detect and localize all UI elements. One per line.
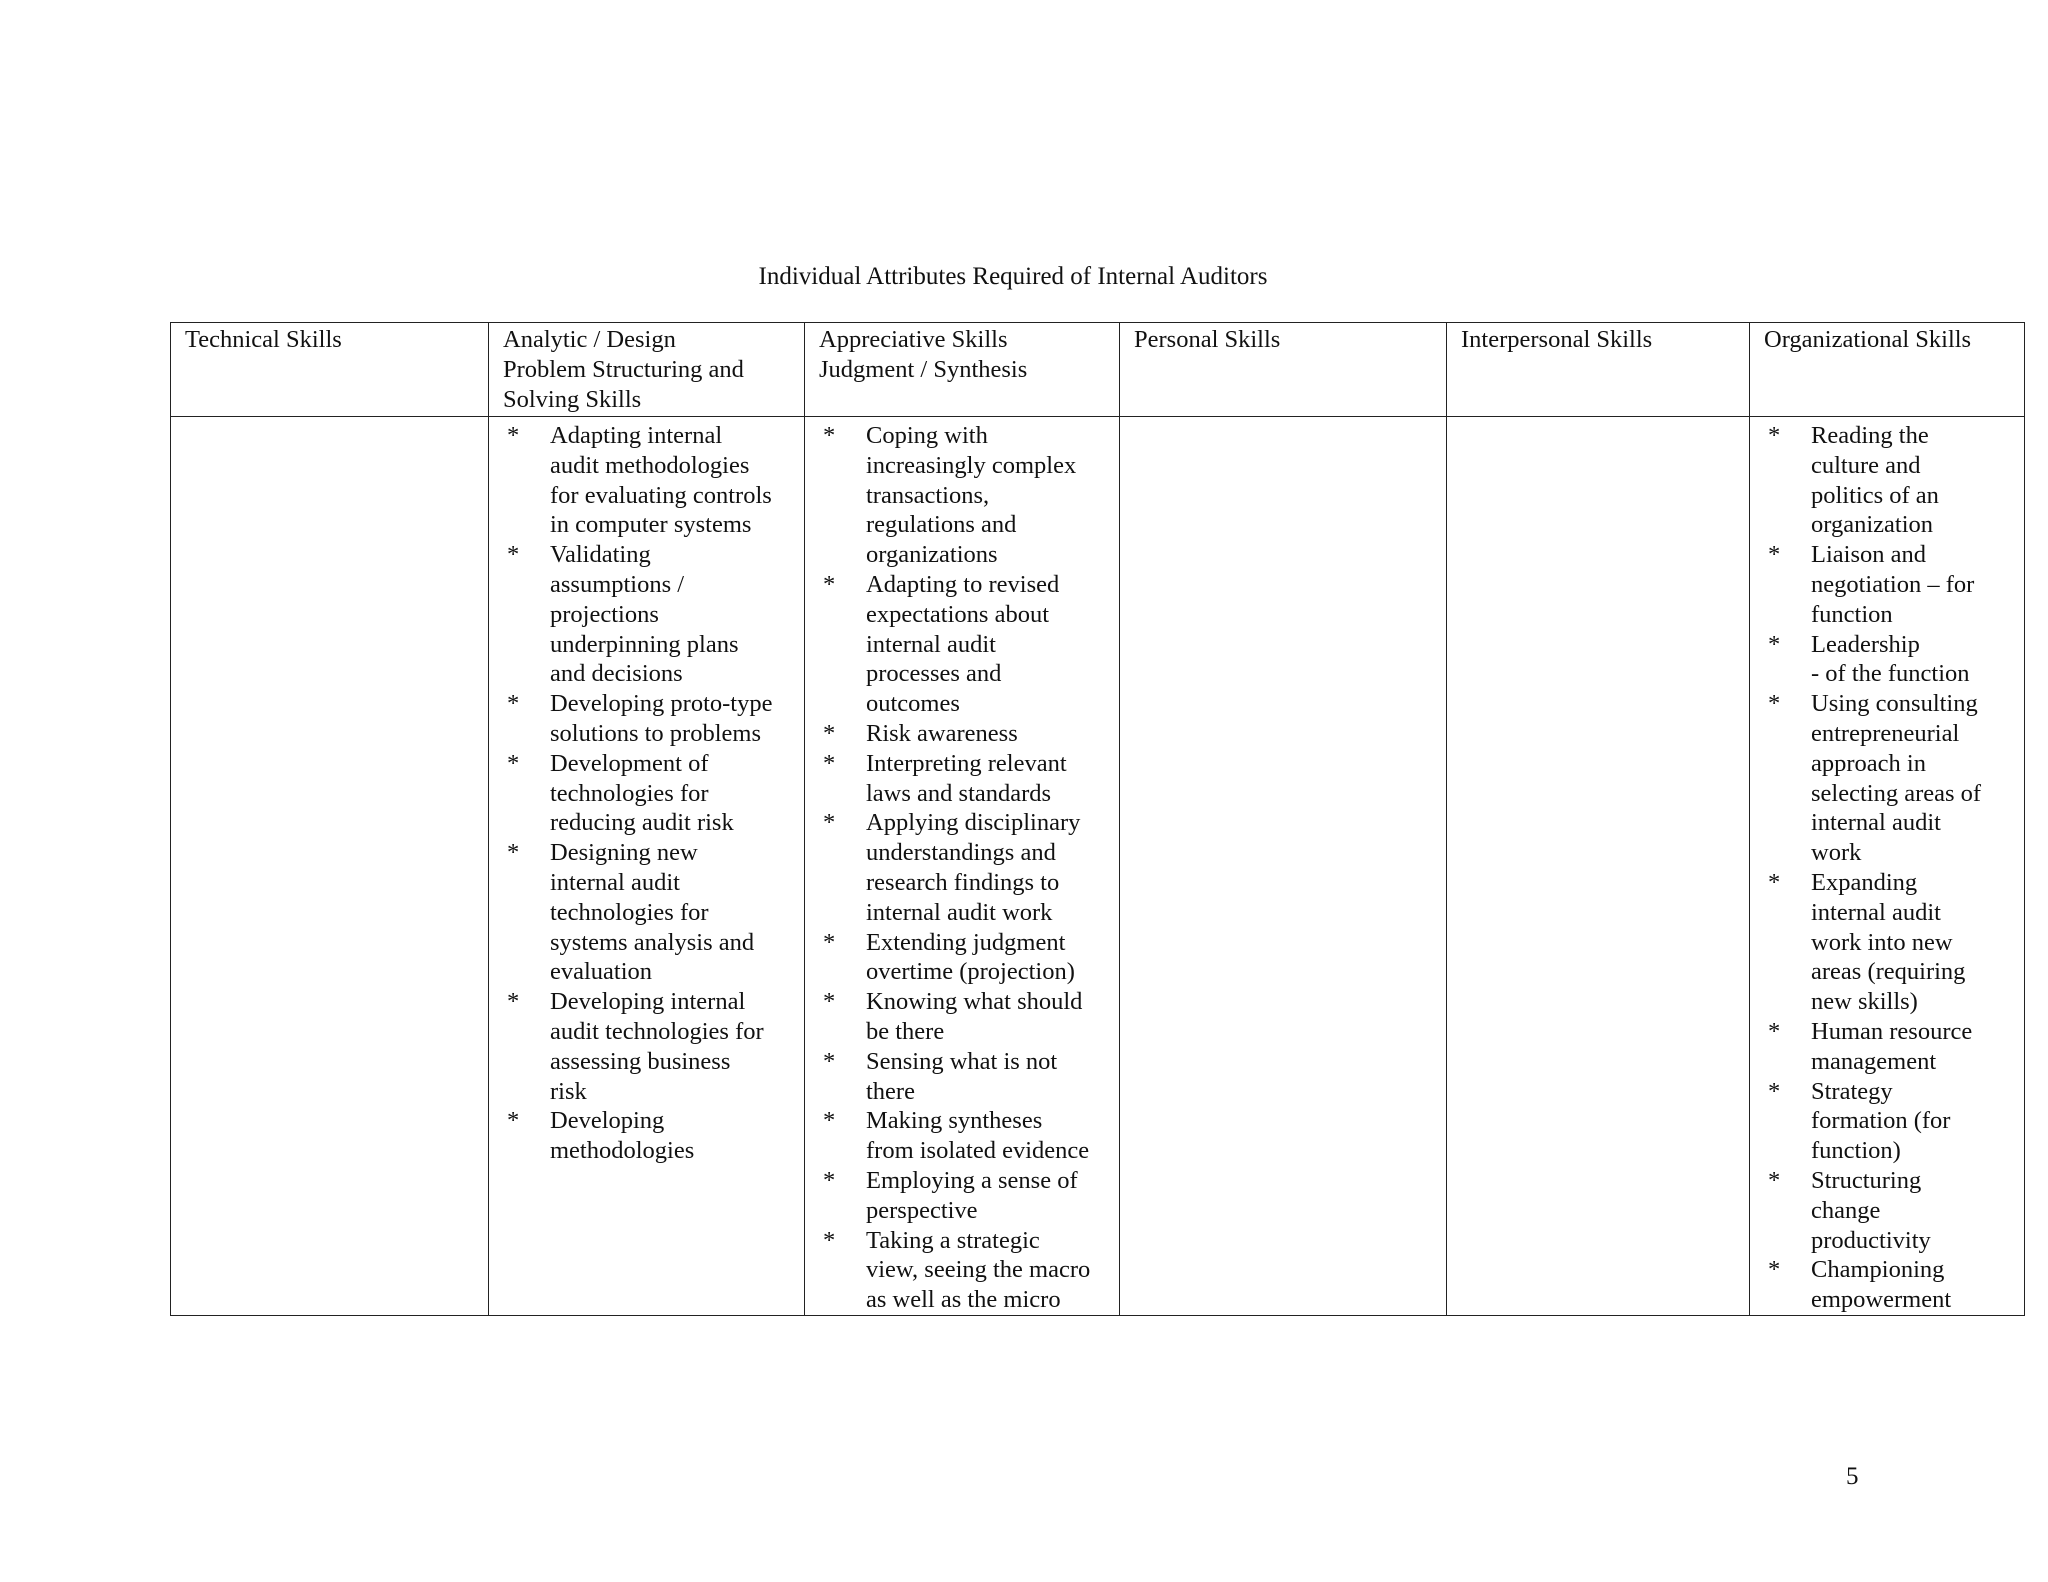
list-item-text: Taking a strategic view, seeing the macro as well as the micro xyxy=(866,1226,1091,1314)
list-item xyxy=(819,749,1107,809)
bullet-marker: * xyxy=(823,1107,836,1135)
list-item xyxy=(819,1106,1107,1166)
document-title: Individual Attributes Required of Internal Auditors xyxy=(758,263,1268,290)
list-item-text: Championing empowerment xyxy=(1811,1256,1952,1314)
list-item-text: Development of technologies for reducing audit risk xyxy=(550,749,734,837)
list-item-text: Extending judgment overtime (projection) xyxy=(866,928,1075,986)
header-technical-skills: Technical Skills xyxy=(171,323,489,417)
list-item-text: Making syntheses from isolated evidence xyxy=(866,1107,1090,1165)
list-item xyxy=(1764,630,2012,690)
table-body-row xyxy=(171,417,2025,1316)
list-item xyxy=(819,1166,1107,1226)
bullet-marker: * xyxy=(507,541,520,569)
bullet-marker: * xyxy=(507,1107,520,1135)
list-item-text: Human resource management xyxy=(1811,1017,1973,1075)
list-item xyxy=(503,689,792,749)
list-item xyxy=(819,928,1107,988)
list-item-text: Knowing what should be there xyxy=(866,988,1083,1045)
list-item-text: Applying disciplinary understandings and research findings to internal audit work xyxy=(866,809,1081,926)
list-item xyxy=(503,421,792,540)
list-item-text: Developing methodologies xyxy=(550,1107,695,1165)
bullet-marker: * xyxy=(507,690,520,718)
bullet-marker: * xyxy=(507,422,520,449)
list-item-text: Developing proto-type solutions to problems xyxy=(550,690,773,747)
bullet-marker: * xyxy=(1768,1017,1781,1045)
list-item xyxy=(503,987,792,1106)
page-number: 5 xyxy=(1846,1463,1859,1490)
bullet-marker: * xyxy=(823,422,836,449)
skill-list xyxy=(819,421,1107,1315)
list-item xyxy=(819,421,1107,570)
list-item-text: Structuring change productivity xyxy=(1811,1166,1931,1254)
list-item-text: Using consulting entrepreneurial approach in selecting areas of internal audit work xyxy=(1811,690,1982,867)
bullet-marker: * xyxy=(823,749,836,777)
bullet-marker: * xyxy=(1768,541,1781,569)
bullet-marker: * xyxy=(1768,690,1781,718)
bullet-marker: * xyxy=(507,839,520,867)
cell-organizational-skills xyxy=(1750,417,2025,1316)
list-item-text: Leadership - of the function xyxy=(1811,630,1970,688)
bullet-marker: * xyxy=(507,988,520,1016)
cell-personal-skills xyxy=(1120,417,1447,1316)
list-item-text: Adapting internal audit methodologies for evaluating controls in computer systems xyxy=(550,422,772,539)
list-item-text: Liaison and negotiation – for function xyxy=(1811,541,1975,628)
bullet-marker: * xyxy=(1768,1256,1781,1284)
list-item xyxy=(1764,540,2012,629)
bullet-marker: * xyxy=(507,749,520,777)
list-item-text: Coping with increasingly complex transactions, regulations and organizations xyxy=(866,422,1077,569)
list-item xyxy=(1764,689,2012,868)
header-personal-skills: Personal Skills xyxy=(1120,323,1447,417)
list-item xyxy=(1764,1077,2012,1166)
skill-list xyxy=(503,421,792,1166)
cell-appreciative-skills xyxy=(805,417,1120,1316)
list-item-text: Risk awareness xyxy=(866,719,1018,747)
list-item xyxy=(503,838,792,987)
header-organizational-skills: Organizational Skills xyxy=(1750,323,2025,417)
bullet-marker: * xyxy=(823,570,836,598)
bullet-marker: * xyxy=(1768,1077,1781,1105)
list-item-text: Validating assumptions / projections underpinning plans and decisions xyxy=(550,541,739,688)
attributes-table xyxy=(170,322,2025,1316)
list-item-text: Designing new internal audit technologies for systems analysis and evaluation xyxy=(550,839,755,986)
list-item xyxy=(819,1226,1107,1315)
cell-interpersonal-skills xyxy=(1447,417,1750,1316)
list-item-text: Sensing what is not there xyxy=(866,1047,1058,1105)
bullet-marker: * xyxy=(823,1226,836,1254)
list-item xyxy=(819,808,1107,927)
list-item xyxy=(819,1047,1107,1107)
bullet-marker: * xyxy=(1768,1166,1781,1194)
bullet-marker: * xyxy=(1768,630,1781,658)
list-item-text: Expanding internal audit work into new areas (requiring new skills) xyxy=(1811,868,1966,1016)
bullet-marker: * xyxy=(1768,868,1781,896)
list-item xyxy=(503,540,792,689)
list-item-text: Developing internal audit technologies for assessing business risk xyxy=(550,988,764,1105)
skill-list xyxy=(1764,421,2012,1315)
list-item-text: Adapting to revised expectations about internal audit processes and outcomes xyxy=(866,570,1060,718)
bullet-marker: * xyxy=(823,809,836,837)
list-item xyxy=(1764,868,2012,1017)
header-analytic-design-skills: Analytic / Design Problem Structuring and Solving Skills xyxy=(489,323,805,417)
list-item xyxy=(1764,1255,2012,1315)
bullet-marker: * xyxy=(1768,422,1781,449)
table-header-row xyxy=(171,323,2025,417)
list-item xyxy=(1764,421,2012,540)
bullet-marker: * xyxy=(823,1047,836,1075)
header-interpersonal-skills: Interpersonal Skills xyxy=(1447,323,1750,417)
list-item-text: Strategy formation (for function) xyxy=(1811,1077,1951,1165)
list-item-text: Employing a sense of perspective xyxy=(866,1166,1078,1224)
list-item xyxy=(819,570,1107,719)
cell-technical-skills xyxy=(171,417,489,1316)
list-item xyxy=(1764,1017,2012,1077)
list-item xyxy=(819,719,1107,749)
bullet-marker: * xyxy=(823,1166,836,1194)
bullet-marker: * xyxy=(823,988,836,1016)
list-item-text: Interpreting relevant laws and standards xyxy=(866,749,1067,807)
list-item xyxy=(819,987,1107,1047)
list-item xyxy=(1764,1166,2012,1255)
list-item-text: Reading the culture and politics of an organization xyxy=(1811,422,1939,539)
list-item xyxy=(503,1106,792,1166)
cell-analytic-design-skills xyxy=(489,417,805,1316)
bullet-marker: * xyxy=(823,928,836,956)
bullet-marker: * xyxy=(823,719,836,747)
header-appreciative-skills: Appreciative Skills Judgment / Synthesis xyxy=(805,323,1120,417)
list-item xyxy=(503,749,792,838)
